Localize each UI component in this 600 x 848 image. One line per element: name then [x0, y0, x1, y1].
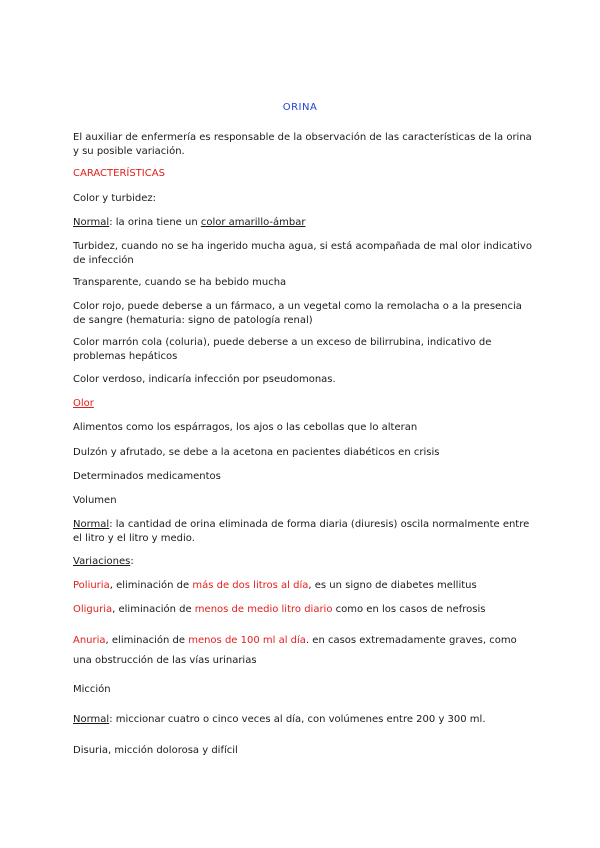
oliguria-paragraph [73, 603, 533, 617]
page-title: ORINA [282, 102, 318, 113]
normal-label: Normal [73, 217, 110, 228]
poliuria-paragraph [73, 579, 533, 593]
miccion-heading: Micción [73, 684, 111, 695]
turbidez-paragraph: Turbidez, cuando no se ha ingerido mucha agua, si está acompañada de mal olor indicativo de infección [73, 241, 532, 266]
anuria-text-2: . en casos extremadamente graves, como [305, 635, 517, 646]
normal-volumen-text: : la cantidad de orina eliminada de forma diaria (diuresis) oscila normalmente entre el litro y el litro y medio. [73, 519, 530, 544]
alimentos-paragraph: Alimentos como los espárragos, los ajos o las cebollas que lo alteran [73, 422, 418, 433]
color-amarillo-highlight: color amarillo-ámbar [200, 217, 306, 228]
variaciones-label: Variaciones [73, 556, 131, 567]
anuria-paragraph [73, 634, 533, 648]
anuria-text-1: , eliminación de [105, 635, 189, 646]
poliuria-text-2: , es un signo de diabetes mellitus [308, 580, 477, 591]
intro-paragraph: El auxiliar de enfermería es responsable de la observación de las características de la orina y su posible variación. [73, 132, 532, 157]
normal-miccion-text: : miccionar cuatro o cinco veces al día, con volúmenes entre 200 y 300 ml. [109, 714, 486, 725]
normal-label: Normal [73, 714, 110, 725]
medicamentos-paragraph: Determinados medicamentos [73, 471, 221, 482]
anuria-term: Anuria [73, 635, 106, 646]
anuria-paragraph-line2: una obstrucción de las vías urinarias [73, 655, 257, 666]
oliguria-text-1: , eliminación de [112, 604, 195, 615]
poliuria-text-1: , eliminación de [109, 580, 193, 591]
olor-heading-text: Olor [73, 398, 94, 409]
color-verdoso-paragraph: Color verdoso, indicaría infección por pseudomonas. [73, 374, 336, 385]
section-heading: CARACTERÍSTICAS [73, 168, 165, 179]
oliguria-term: Oliguria [73, 604, 113, 615]
normal-volumen-paragraph [73, 518, 533, 546]
dulzon-paragraph: Dulzón y afrutado, se debe a la acetona en pacientes diabéticos en crisis [73, 447, 440, 458]
color-marron-paragraph: Color marrón cola (coluria), puede deberse a un exceso de bilirrubina, indicativo de problemas hepáticos [73, 337, 492, 362]
normal-color-paragraph [73, 216, 533, 230]
color-rojo-paragraph: Color rojo, puede deberse a un fármaco, a un vegetal como la remolacha o a la presencia de sangre (hematuria: signo de patología renal) [73, 301, 522, 326]
normal-miccion-paragraph [73, 713, 533, 727]
poliuria-highlight: más de dos litros al día [192, 580, 309, 591]
oliguria-highlight: menos de medio litro diario [194, 604, 333, 615]
disuria-paragraph: Disuria, micción dolorosa y difícil [73, 745, 238, 756]
olor-heading [73, 397, 533, 411]
oliguria-text-2: como en los casos de nefrosis [332, 604, 486, 615]
anuria-highlight: menos de 100 ml al día [188, 635, 306, 646]
variaciones-colon: : [130, 556, 134, 567]
poliuria-term: Poliuria [73, 580, 110, 591]
variaciones-heading [73, 555, 533, 569]
volumen-heading: Volumen [73, 495, 117, 506]
color-heading: Color y turbidez: [73, 193, 156, 204]
transparente-paragraph: Transparente, cuando se ha bebido mucha [73, 277, 287, 288]
normal-color-text: : la orina tiene un [109, 217, 201, 228]
normal-label: Normal [73, 519, 110, 530]
